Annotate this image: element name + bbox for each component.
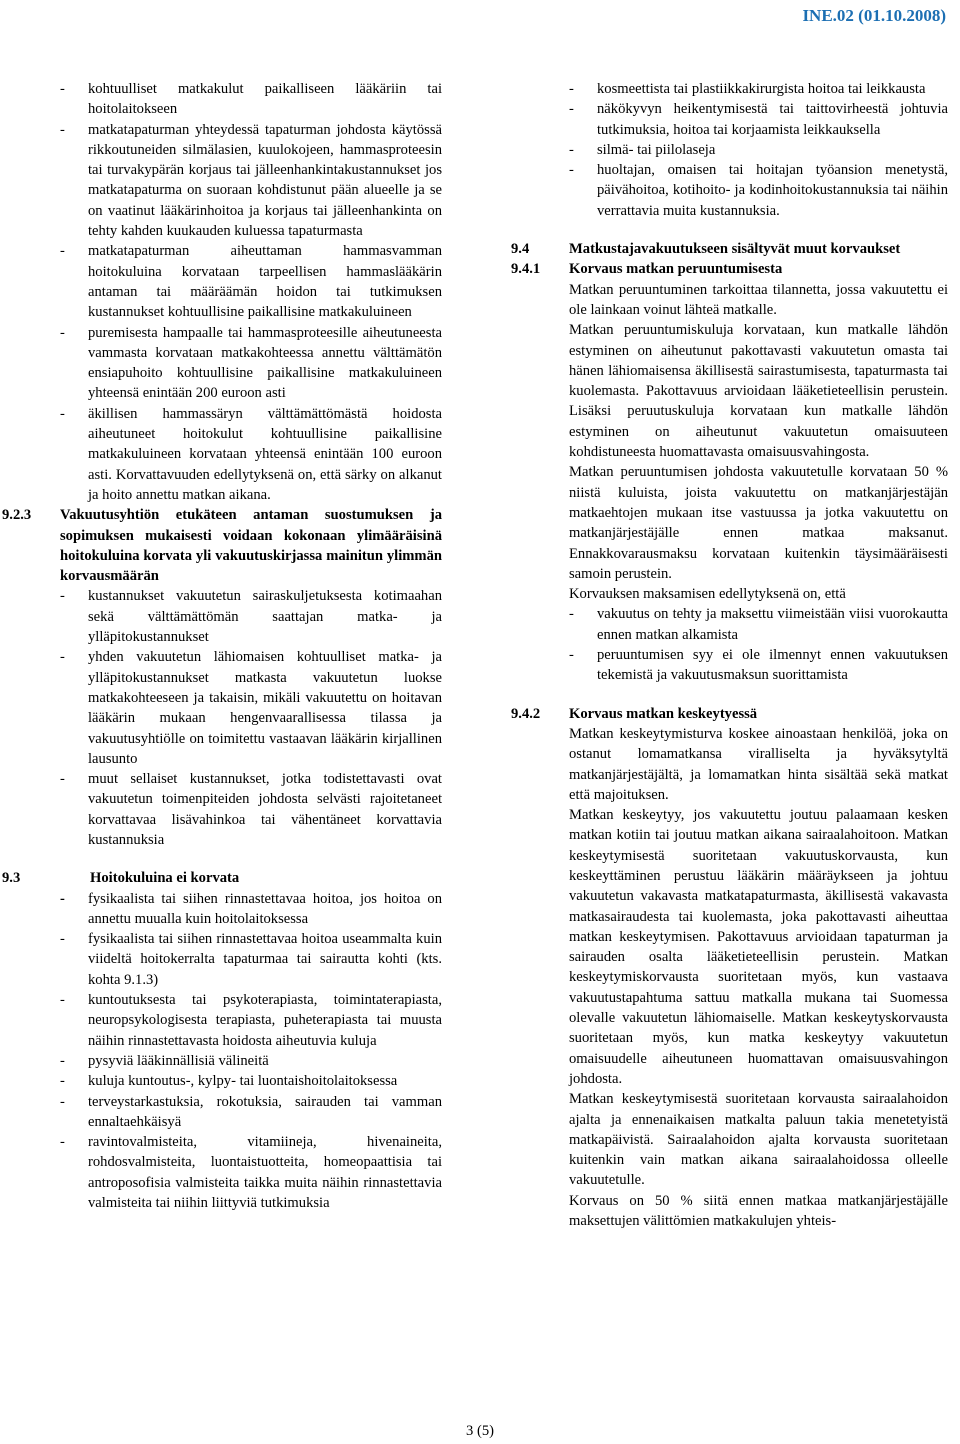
paragraph: Matkan peruuntumiskuluja korvataan, kun matkalle lähdön estyminen on aiheutunut pakottavasti vakuutetun omasta tai hänen lähiomaisensa äkillisestä sairastumisesta, tapaturmasta tai kuolemasta. Pakottavuus arvioidaan lääketieteellisin perustein. Lisäksi peruutuskuluja korvataan kun matkalle lähdön estyminen on aiheutunut vakuutetun omaisuuteen kohdistuneesta huomattavasta omaisuusvahingosta. xyxy=(569,322,948,461)
list-item: - terveystarkastuksia, rokotuksia, sairauden tai vamman ennaltaehkäisyä xyxy=(60,1093,442,1130)
list-item: - huoltajan, omaisen tai hoitajan työansion menetystä, päivähoitoa, kotihoito- ja kodinhoitokustannuksia tai näihin verrattavia muita kustannuksia. xyxy=(569,162,948,219)
list-item: - yhden vakuutetun lähiomaisen kohtuulliset matka- ja ylläpitokustannukset matkasta vakuutetun luokse matkakohteeseen ja takaisin, mikäli vakuutettu on hoitavan lääkärin mukaan hengenvaarallisessa tilassa ja vakuutusyhtiölle on toimitettu vastaavan lääkärin kirjallinen lausunto xyxy=(60,649,442,767)
list-item: - kustannukset vakuutetun sairaskuljetuksesta kotimaahan sekä välttämättömän saattajan matka- ja ylläpitokustannukset xyxy=(60,588,442,646)
paragraph: Matkan keskeytymisturva koskee ainoastaan henkilöä, joka on ostanut lomamatkansa viralliselta ja hyväksytyltä matkanjärjestäjältä, ja lomamatkan hinta sisältää sekä matkat että majoituksen. xyxy=(569,725,948,803)
left-column xyxy=(2,79,442,1213)
list-item: - peruuntumisen syy ei ole ilmennyt ennen vakuutuksen tekemistä ja vakuutusmaksun suorittamista xyxy=(569,647,948,684)
paragraph: Matkan keskeytymisestä suoritetaan korvausta sairaalahoidon ajalta ja ennenaikaisen matkalta paluun takia menetetyistä matkapäivistä. Sairaalahoidon ajalta korvausta suoritetaan kuitenkin vain matkan aikana sairaalahoidossa olleelle vakuutetulle. xyxy=(569,1091,948,1189)
section-body-9-4-1 xyxy=(511,280,948,686)
list-item: - kuluja kuntoutus-, kylpy- tai luontaishoitolaitoksessa xyxy=(60,1073,398,1090)
list-9-4-1 xyxy=(569,604,948,685)
list-item: - äkillisen hammassäryn välttämättömästä hoidosta aiheutuneet hoitokulut kohtuullisine paikallisine matkakuluineen korvataan yhteensä enintään 100 euroon asti. Korvattavuuden edellytyksenä on, että särky on alkanut ja hoito annettu matkan aikana. xyxy=(60,405,442,503)
page-number: 3 (5) xyxy=(466,1423,494,1439)
list-9-3 xyxy=(60,889,442,1214)
list-item: - fysikaalista tai siihen rinnastettavaa hoitoa, jos hoitoa on annettu muualla kuin hoitolaitoksessa xyxy=(60,890,442,927)
section-body-9-4-2 xyxy=(511,724,948,1231)
list-item: - kosmeettista tai plastiikkakirurgista hoitoa tai leikkausta xyxy=(569,81,926,97)
intro-list-left xyxy=(60,79,442,505)
section-heading-9-4: 9.4 Matkustajavakuutukseen sisältyvät muut korvaukset xyxy=(511,241,901,258)
list-item: - fysikaalista tai siihen rinnastettavaa hoitoa useammalta kuin viideltä hoitokerralta tapaturmaa tai sairautta kohti (kts. kohta 9.1.3) xyxy=(60,931,442,988)
list-item: - matkatapaturman aiheuttaman hammasvamman hoitokuluina korvataan tarpeellisen hammaslääkärin antaman tai määräämän hoidon tai tutkimuksen kustannukset kohtuullisine paikallisine matkakuluineen xyxy=(60,243,442,321)
paragraph: Matkan keskeytyy, jos vakuutettu joutuu palaamaan kesken matkan kotiin tai joutuu matkan aikana sairaalahoitoon. Matkan keskeytymisestä suoritetaan vakuutuskorvausta, kun keskeyttäminen perustuu lääkärin määräykseen ja johtuu vakuutetun vakavasta matkatapaturmasta, äkillisestä vakavasta matkasairaudesta tai kuolemasta, joka pakottavasti aiheuttaa matkan keskeytymisen. Pakottavuus arvioidaan tapaturman ja sairauden osalta lääketieteellisin perustein. Matkan keskeytymiskorvausta suoritetaan myös, kun vastaava vakuutustapahtuma sattuu matkalla mukana tai Suomessa olevalle vakuutetun lähiomaiselle. Matkan keskeytyskorvausta suoritetaan myös, kun matka keskeytyy vakuutetun omaisuudelle aiheutuneen huomattavan omaisuusvahingon johdosta. xyxy=(569,807,948,1087)
paragraph: Matkan peruuntuminen tarkoittaa tilannetta, jossa vakuutettu ei ole lainkaan voinut lähteä matkalle. xyxy=(569,281,948,318)
section-heading-9-4-2: 9.4.2 Korvaus matkan keskeytyessä xyxy=(511,705,758,722)
list-item: - ravintovalmisteita, vitamiineja, hivenaineita, rohdosvalmisteita, luontaistuotteita, homeopaattisia tai antroposofisia valmisteita taikka muita näihin rinnastettavia valmisteita tai niihin liittyviä tutkimuksia xyxy=(60,1134,442,1212)
list-item: - muut sellaiset kustannukset, jotka todistettavasti ovat vakuutetun toimenpiteiden johdosta selvästi rajoitetaneet korvattavaa lisävahinkoa tai vähentäneet korvattavia kustannuksia xyxy=(60,771,442,848)
paragraph: Korvauksen maksamisen edellytyksenä on, että xyxy=(569,586,846,603)
intro-list-right xyxy=(569,79,948,221)
list-item: - kuntoutuksesta tai psykoterapiasta, toimintaterapiasta, neuropsykologisesta terapiasta, puheterapiasta tai muusta näihin rinnastettavasta hoidosta aiheutuvia kuluja xyxy=(60,992,442,1049)
list-item: - puremisesta hampaalle tai hammasproteesille aiheutuneesta vammasta korvataan matkakohteessa annettu välttämätön ensiapuhoito kohtuullisine paikallisine matkakuluineen yhteensä enintään 200 euroon asti xyxy=(60,324,442,402)
list-9-2-3 xyxy=(60,586,442,850)
document-code: INE.02 (01.10.2008) xyxy=(802,6,946,25)
list-item: - vakuutus on tehty ja maksettu viimeistään viisi vuorokautta ennen matkan alkamista xyxy=(569,606,948,643)
list-item: - kohtuulliset matkakulut paikalliseen lääkäriin tai hoitolaitokseen xyxy=(60,81,442,118)
section-heading-9-3: 9.3 Hoitokuluina ei korvata xyxy=(2,870,240,887)
list-item: - pysyviä lääkinnällisiä välineitä xyxy=(60,1052,269,1069)
paragraph: Matkan peruuntumisen johdosta vakuutetulle korvataan 50 % niistä kuluista, joista vakuutettu on matkanjärjestäjän matkaehtojen mukaan itse vastuussa ja jotka vakuutettu on matkanjärjestäjälle ennen matkaa maksanut. Ennakkovarausmaksu korvataan kuitenkin täysimääräisesti samoin perustein. xyxy=(569,464,948,582)
right-column xyxy=(511,79,948,1231)
list-item: - matkatapaturman yhteydessä tapaturman johdosta käytössä rikkoutuneiden silmälasien, kuulokojeen, hammasproteesin tai turvakypärän korjaus tai jälleenhankintakustannukset jos matkatapaturma on suoraan kohdistunut pään alueelle ja se on vaatinut lääkärinhoitoa ja korjaus tai jälleenhankinta on tehty kahden kuukauden kuluessa tapaturmasta xyxy=(60,121,442,240)
paragraph: Korvaus on 50 % siitä ennen matkaa matkanjärjestäjälle maksettujen välittömien matkakulujen yhteis- xyxy=(569,1192,948,1230)
list-item: - silmä- tai piilolaseja xyxy=(569,141,716,158)
section-heading-9-2-3: 9.2.3 Vakuutusyhtiön etukäteen antaman suostumuksen ja sopimuksen mukaisesti voidaan kokonaan ylimääräisinä hoitokuluina korvata yli vakuutuskirjassa mainitun ylimmän korvausmäärän xyxy=(2,507,442,585)
section-heading-9-4-1: 9.4.1 Korvaus matkan peruuntumisesta xyxy=(511,261,783,278)
list-item: - näkökyvyn heikentymisestä tai taittovirheestä johtuvia tutkimuksia, hoitoa tai korjaamista leikkauksella xyxy=(569,101,948,138)
